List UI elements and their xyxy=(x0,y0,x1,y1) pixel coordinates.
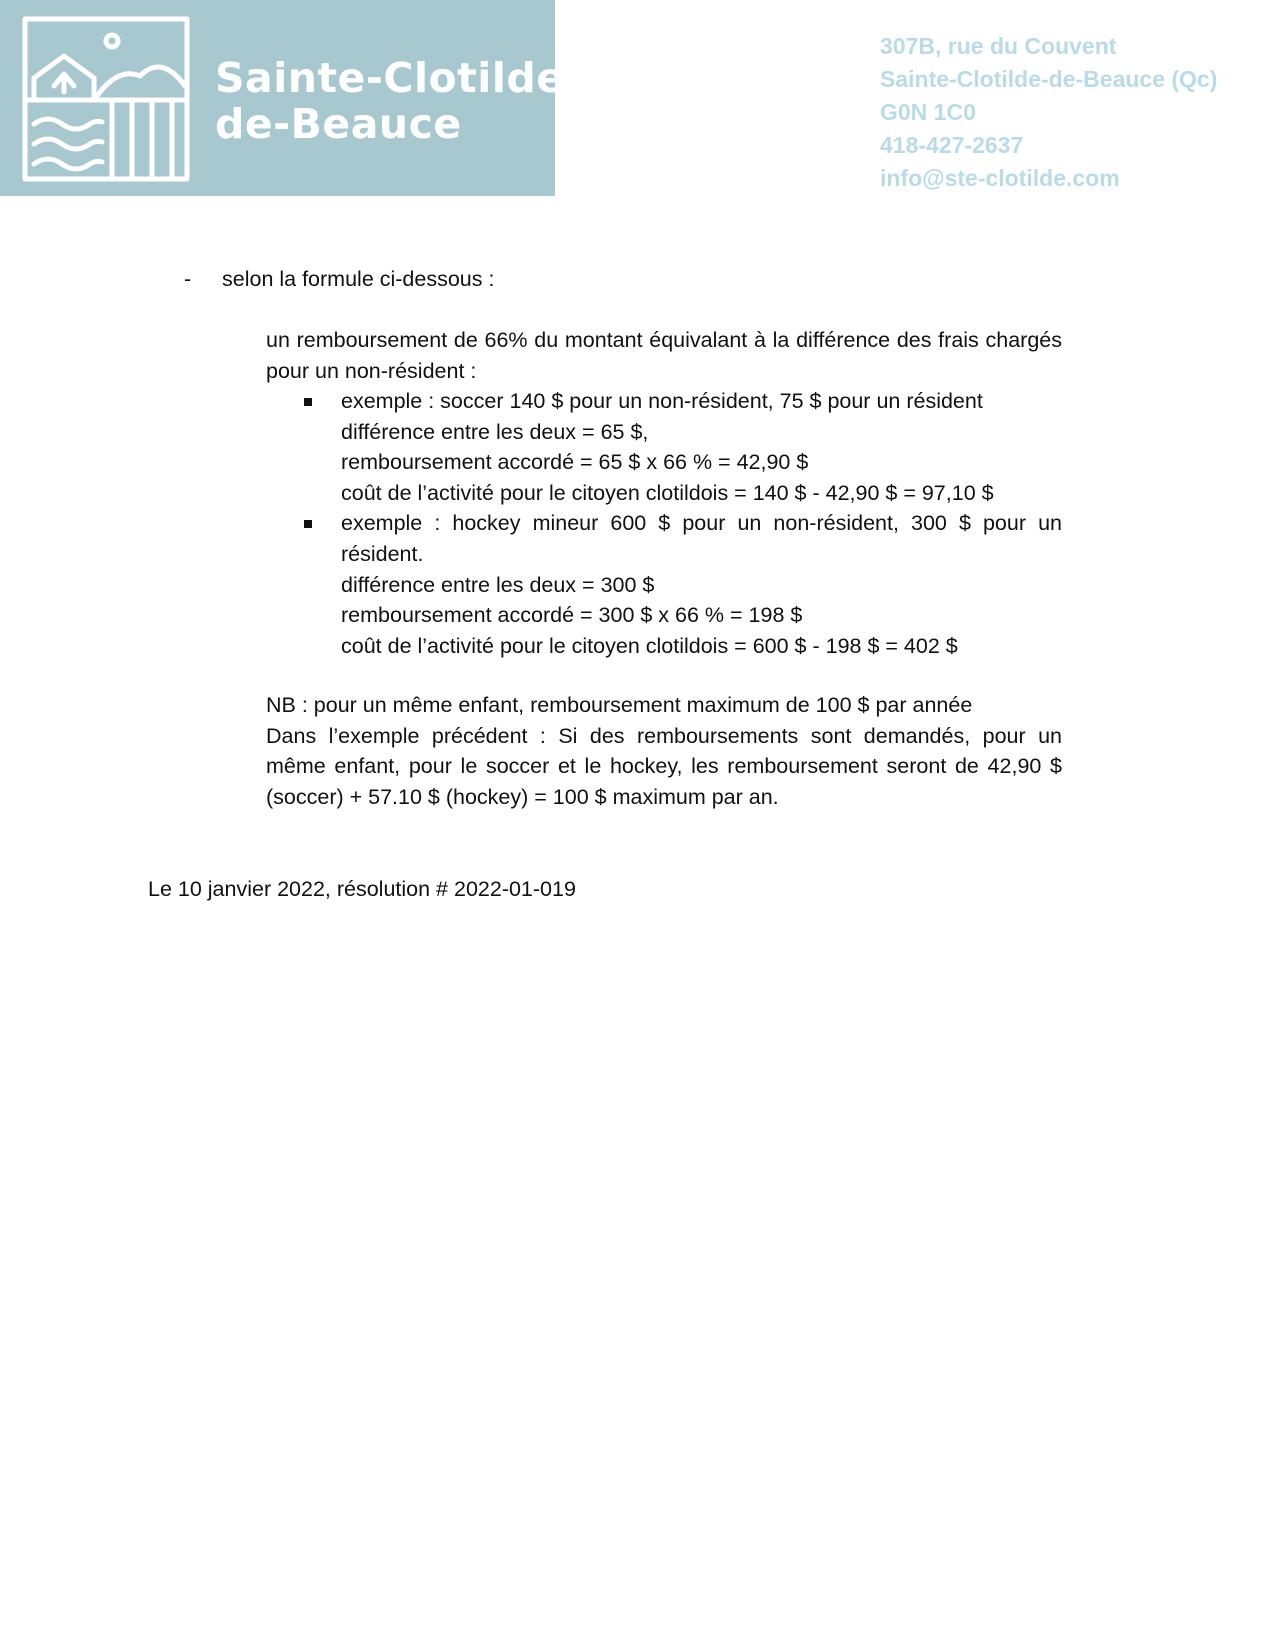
logo-line-2: de-Beauce xyxy=(215,100,462,148)
example-line: remboursement accordé = 65 $ x 66 % = 42,90 $ xyxy=(341,450,809,475)
example-title: exemple : soccer 140 $ pour un non-résident, 75 $ pour un résident xyxy=(341,389,983,413)
address-city: Sainte-Clotilde-de-Beauce (Qc) xyxy=(880,66,1218,92)
example-line: différence entre les deux = 300 $ xyxy=(341,572,655,597)
nb-line: NB : pour un même enfant, remboursement maximum de 100 $ par année xyxy=(266,693,973,717)
example-line: coût de l’activité pour le citoyen clotildois = 140 $ - 42,90 $ = 97,10 $ xyxy=(341,480,994,505)
village-emblem-icon xyxy=(22,16,190,182)
square-bullet-icon xyxy=(304,520,312,528)
example-line: coût de l’activité pour le citoyen clotildois = 600 $ - 198 $ = 402 $ xyxy=(341,633,958,658)
resolution-date: Le 10 janvier 2022, résolution # 2022-01-019 xyxy=(148,877,576,901)
nota-bene xyxy=(266,690,1062,812)
reimbursement-paragraph: un remboursement de 66% du montant équivalant à la différence des frais chargés pour un non-résident : xyxy=(266,328,1062,383)
list-item xyxy=(266,508,1062,661)
address-phone: 418-427-2637 xyxy=(880,132,1024,158)
logo-line-1: Sainte-Clotilde xyxy=(215,54,565,102)
contact-address xyxy=(880,30,1217,195)
example-title: exemple : hockey mineur 600 $ pour un non-résident, 300 $ pour un résident. xyxy=(341,511,1062,566)
address-postal-code: G0N 1C0 xyxy=(880,99,976,125)
list-item xyxy=(266,386,1062,508)
nb-paragraph: Dans l’exemple précédent : Si des remboursements sont demandés, pour un même enfant, pour le soccer et le hockey, les remboursement seront de 42,90 $ (soccer) + 57.10 $ (hockey) = 100 $ maximum par an. xyxy=(266,723,1062,809)
address-street: 307B, rue du Couvent xyxy=(880,33,1117,59)
formula-intro: selon la formule ci-dessous : xyxy=(222,267,495,291)
example-line: différence entre les deux = 65 $, xyxy=(341,419,649,444)
example-line: remboursement accordé = 300 $ x 66 % = 198 $ xyxy=(341,603,803,628)
municipality-wordmark xyxy=(215,55,565,147)
example-list xyxy=(266,386,1062,661)
dash-bullet: - xyxy=(184,267,192,291)
square-bullet-icon xyxy=(304,398,312,406)
address-email: info@ste-clotilde.com xyxy=(880,165,1120,191)
logo-banner xyxy=(0,0,565,196)
